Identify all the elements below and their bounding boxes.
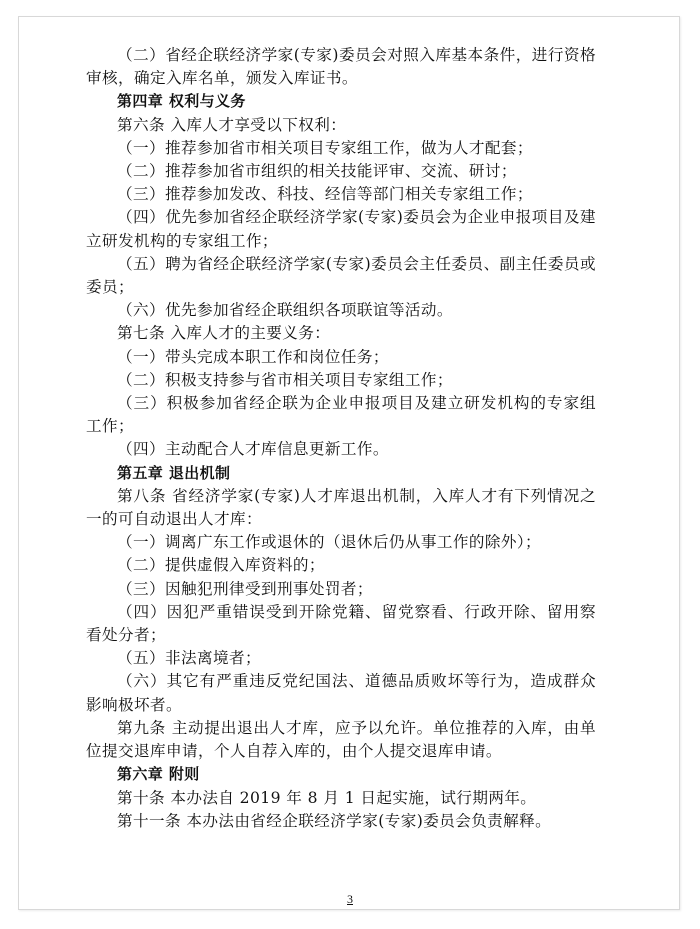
page-number: 3 xyxy=(347,892,353,906)
paragraph-1: （二）省经企联经济学家(专家)委员会对照入库基本条件，进行资格审核，确定入库名单，颁发入库证书。 xyxy=(86,46,596,88)
chapter-6-heading: 第六章 附则 xyxy=(117,765,200,784)
article-6-item-5: （五）聘为省经企联经济学家(专家)委员会主任委员、副主任委员或委员； xyxy=(86,254,596,297)
article-8-item-2: （二）提供虚假入库资料的； xyxy=(117,556,325,575)
article-6-item-3: （三）推荐参加发改、科技、经信等部门相关专家组工作； xyxy=(117,185,533,204)
article-8-item-3: （三）因触犯刑律受到刑事处罚者； xyxy=(117,579,373,598)
article-10: 第十条 本办法自 2019 年 8 月 1 日起实施，试行期两年。 xyxy=(117,788,537,807)
article-6: 第六条 入库人才享受以下权利： xyxy=(117,115,347,134)
article-6-item-1: （一）推荐参加省市相关项目专家组工作，做为人才配套； xyxy=(117,138,533,157)
article-6-item-6: （六）优先参加省经企联组织各项联谊等活动。 xyxy=(117,301,453,320)
article-6-item-2: （二）推荐参加省市组织的相关技能评审、交流、研讨； xyxy=(117,162,517,181)
article-7-item-1: （一）带头完成本职工作和岗位任务； xyxy=(117,347,389,366)
article-8-item-6: （六）其它有严重违反党纪国法、道德品质败坏等行为，造成群众影响极坏者。 xyxy=(86,672,596,714)
chapter-5-heading: 第五章 退出机制 xyxy=(117,463,231,482)
article-11: 第十一条 本办法由省经企联经济学家(专家)委员会负责解释。 xyxy=(117,811,552,830)
article-7-item-2: （二）积极支持参与省市相关项目专家组工作； xyxy=(117,370,453,389)
article-8-item-1: （一）调离广东工作或退休的（退休后仍从事工作的除外）； xyxy=(117,533,542,552)
article-7: 第七条 入库人才的主要义务： xyxy=(117,324,331,343)
article-8-item-5: （五）非法离境者； xyxy=(117,649,261,668)
chapter-4-heading: 第四章 权利与义务 xyxy=(117,92,246,111)
article-8-item-4: （四）因犯严重错误受到开除党籍、留党察看、行政开除、留用察看处分者； xyxy=(86,602,596,645)
article-8: 第八条 省经济学家(专家)人才库退出机制，入库人才有下列情况之一的可自动退出人才库： xyxy=(86,486,596,529)
document-body xyxy=(86,44,596,833)
article-9: 第九条 主动提出退出人才库，应予以允许。单位推荐的入库，由单位提交退库申请，个人自荐入库的，由个人提交退库申请。 xyxy=(86,718,596,761)
article-7-item-4: （四）主动配合人才库信息更新工作。 xyxy=(117,440,389,459)
article-7-item-3: （三）积极参加省经企联为企业申报项目及建立研发机构的专家组工作； xyxy=(86,394,596,436)
article-6-item-4: （四）优先参加省经企联经济学家(专家)委员会为企业申报项目及建立研发机构的专家组工作； xyxy=(86,208,596,250)
